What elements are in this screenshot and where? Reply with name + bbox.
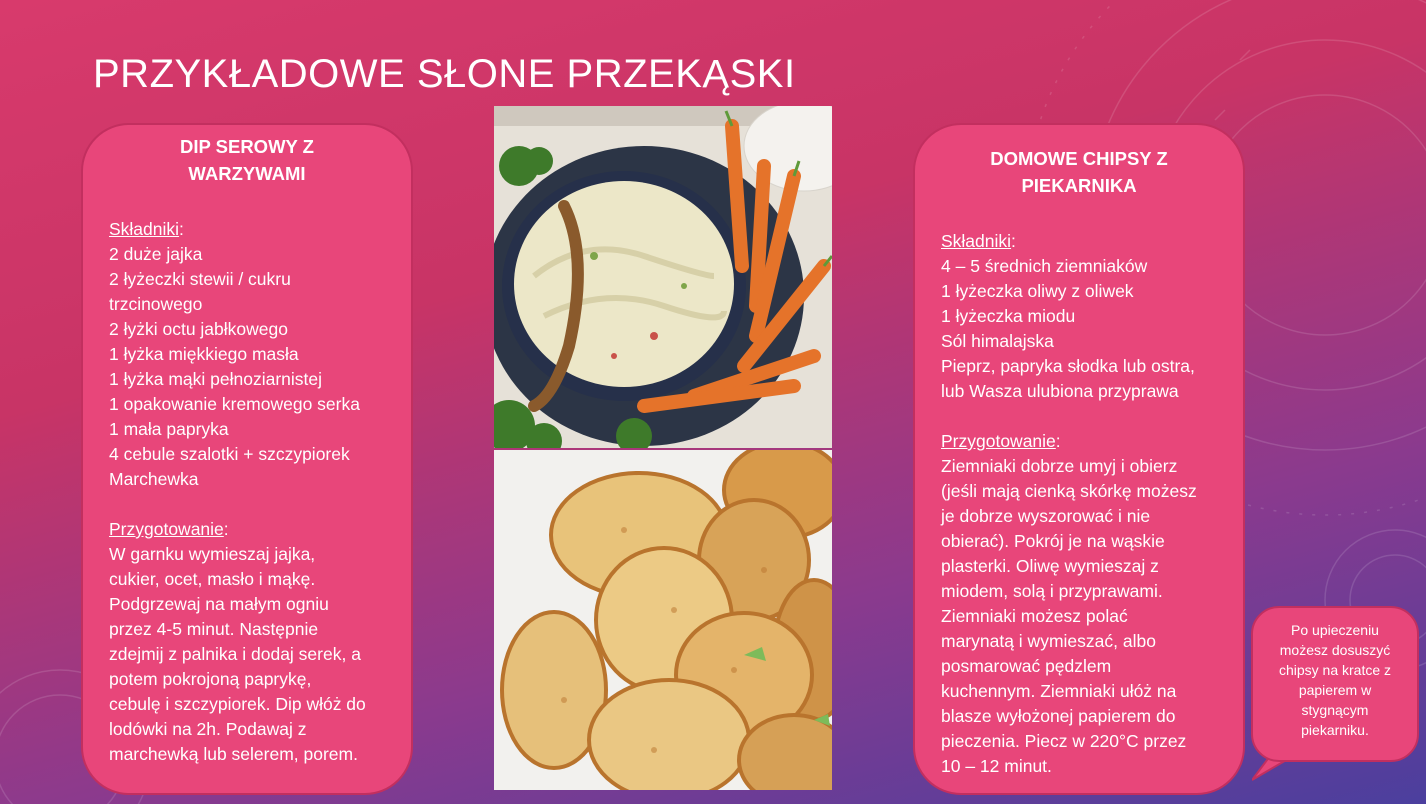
- heading-line: WARZYWAMI: [188, 163, 306, 184]
- ingredient-line: 2 duże jajka: [109, 244, 203, 264]
- recipe-body: [941, 229, 1241, 779]
- ingredient-line: 4 – 5 średnich ziemniaków: [941, 256, 1148, 276]
- preparation-line: W garnku wymieszaj jajka,: [109, 544, 316, 564]
- dip-illustration: [494, 106, 832, 448]
- preparation-heading: Przygotowanie:: [109, 519, 229, 539]
- preparation-line: je dobrze wyszorować i nie: [941, 506, 1151, 526]
- preparation-line: Ziemniaki możesz polać: [941, 606, 1128, 626]
- preparation-line: marchewką lub selerem, porem.: [109, 744, 358, 764]
- ingredient-line: 1 łyżka mąki pełnoziarnistej: [109, 369, 323, 389]
- ingredient-line: 1 mała papryka: [109, 419, 229, 439]
- tip-line: chipsy na kratce z: [1278, 662, 1392, 678]
- spacer: [109, 492, 409, 517]
- ingredient-line: lub Wasza ulubiona przyprawa: [941, 381, 1179, 401]
- preparation-line: obierać). Pokrój je na wąskie: [941, 531, 1165, 551]
- preparation-label: Przygotowanie: [109, 519, 224, 539]
- preparation-line: plasterki. Oliwę wymieszaj z: [941, 556, 1159, 576]
- recipe-body: [109, 217, 409, 767]
- ingredient-line: 1 łyżeczka miodu: [941, 306, 1076, 326]
- preparation-line: przez 4-5 minut. Następnie: [109, 619, 319, 639]
- ingredient-line: 1 opakowanie kremowego serka: [109, 394, 360, 414]
- ingredient-line: trzcinowego: [109, 294, 203, 314]
- heading-line: DOMOWE CHIPSY Z: [990, 148, 1168, 169]
- preparation-line: kuchennym. Ziemniaki ułóż na: [941, 681, 1177, 701]
- preparation-line: 10 – 12 minut.: [941, 756, 1052, 776]
- tip-line: papierem w: [1298, 682, 1372, 698]
- spacer: [941, 404, 1241, 429]
- preparation-line: zdejmij z palnika i dodaj serek, a: [109, 644, 361, 664]
- chips-illustration: [494, 450, 832, 790]
- recipe-heading: [915, 145, 1243, 199]
- recipe-card-oven-chips: [913, 123, 1245, 795]
- tip-speech-bubble: [1251, 606, 1419, 762]
- tip-line: Po upieczeniu: [1291, 622, 1379, 638]
- tip-line: piekarniku.: [1301, 722, 1369, 738]
- heading-line: PIEKARNIKA: [1021, 175, 1137, 196]
- ingredient-line: 4 cebule szalotki + szczypiorek: [109, 444, 350, 464]
- ingredients-heading: Składniki:: [941, 231, 1016, 251]
- dip-photo: [494, 106, 832, 448]
- preparation-heading: Przygotowanie:: [941, 431, 1061, 451]
- recipe-card-cheese-dip: [81, 123, 413, 795]
- heading-line: DIP SEROWY Z: [180, 136, 314, 157]
- preparation-line: miodem, solą i przyprawami.: [941, 581, 1163, 601]
- ingredient-line: Pieprz, papryka słodka lub ostra,: [941, 356, 1195, 376]
- chips-photo: [494, 450, 832, 790]
- preparation-line: marynatą i wymieszać, albo: [941, 631, 1156, 651]
- preparation-line: Ziemniaki dobrze umyj i obierz: [941, 456, 1178, 476]
- ingredient-line: 1 łyżeczka oliwy z oliwek: [941, 281, 1134, 301]
- ingredient-line: 2 łyżki octu jabłkowego: [109, 319, 288, 339]
- page-title: PRZYKŁADOWE SŁONE PRZEKĄSKI: [93, 52, 796, 96]
- preparation-line: Podgrzewaj na małym ogniu: [109, 594, 329, 614]
- ingredients-heading: Składniki:: [109, 219, 184, 239]
- preparation-line: potem pokrojoną paprykę,: [109, 669, 312, 689]
- preparation-line: blasze wyłożonej papierem do: [941, 706, 1176, 726]
- tip-line: możesz dosuszyć: [1279, 642, 1391, 658]
- preparation-line: cebulę i szczypiorek. Dip włóż do: [109, 694, 366, 714]
- preparation-line: pieczenia. Piecz w 220°C przez: [941, 731, 1187, 751]
- ingredient-line: 1 łyżka miękkiego masła: [109, 344, 299, 364]
- ingredients-label: Składniki: [109, 219, 180, 239]
- ingredient-line: Sól himalajska: [941, 331, 1054, 351]
- ingredient-line: Marchewka: [109, 469, 199, 489]
- recipe-heading: [83, 133, 411, 187]
- preparation-line: lodówki na 2h. Podawaj z: [109, 719, 307, 739]
- tip-line: stygnącym: [1301, 702, 1369, 718]
- ingredient-line: 2 łyżeczki stewii / cukru: [109, 269, 291, 289]
- preparation-line: (jeśli mają cienką skórkę możesz: [941, 481, 1197, 501]
- preparation-label: Przygotowanie: [941, 431, 1056, 451]
- preparation-line: posmarować pędzlem: [941, 656, 1112, 676]
- ingredients-label: Składniki: [941, 231, 1012, 251]
- preparation-line: cukier, ocet, masło i mąkę.: [109, 569, 316, 589]
